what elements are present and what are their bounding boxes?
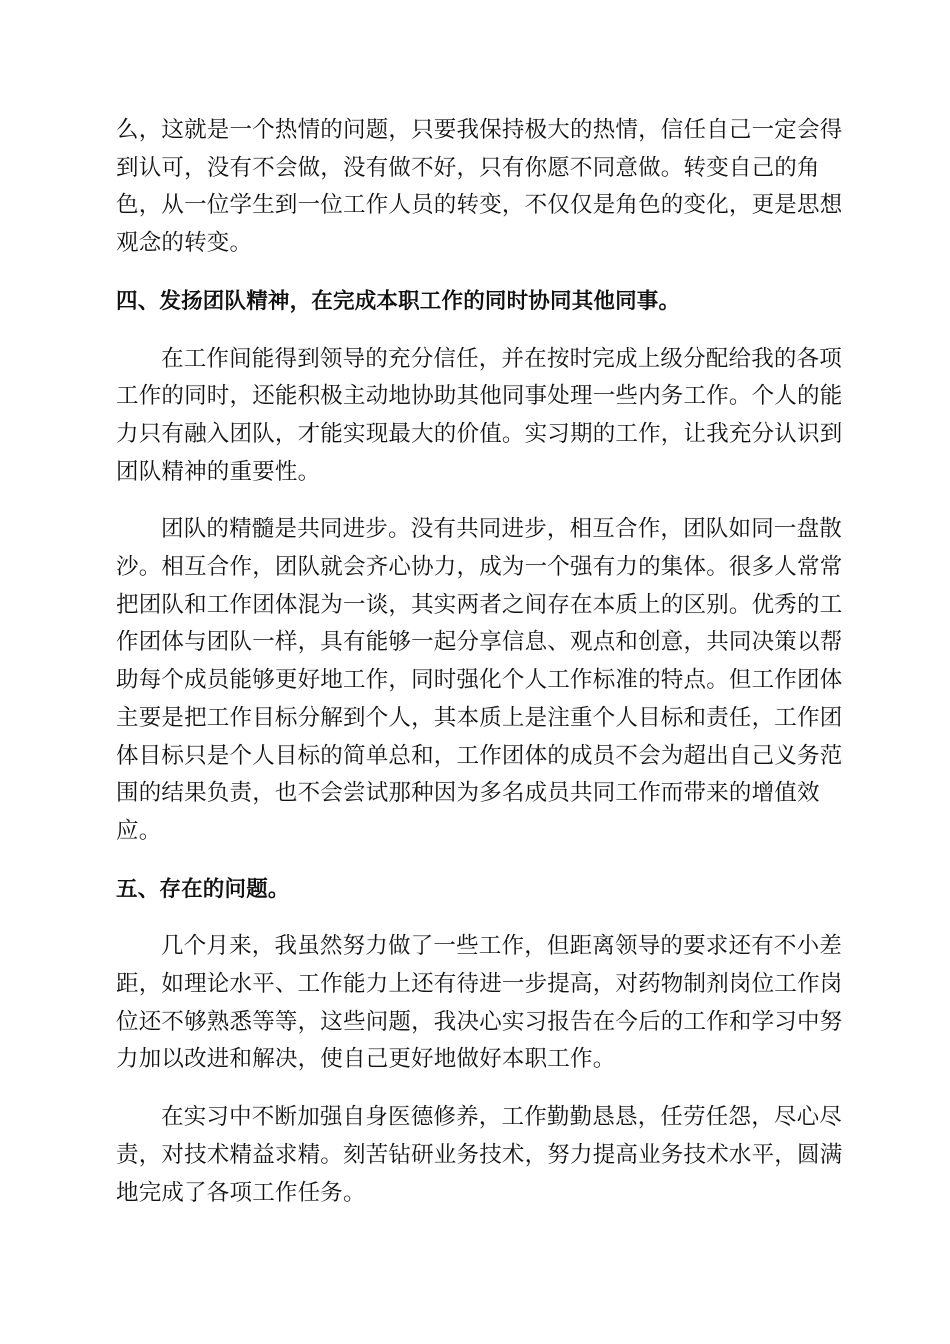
text-line: 地完成了各项工作任务。 bbox=[116, 1179, 366, 1206]
text-line: 团队的精髓是共同进步。没有共同进步，相互合作，团队如同一盘散 bbox=[161, 516, 843, 543]
text-line: 在实习中不断加强自身医德修养，工作勤勤恳恳，任劳任怨，尽心尽 bbox=[161, 1104, 843, 1131]
text-line: 责，对技术精益求精。刻苦钻研业务技术，努力提高业务技术水平，圆满 bbox=[116, 1141, 843, 1168]
paragraph-continued bbox=[116, 112, 843, 263]
section-heading-problems bbox=[116, 871, 834, 909]
paragraph-ethics bbox=[116, 1099, 843, 1212]
heading-text: 五、存在的问题。 bbox=[116, 876, 290, 902]
text-line: 应。 bbox=[116, 817, 162, 844]
paragraph-team-essence bbox=[116, 511, 843, 850]
text-line: 沙。相互合作，团队就会齐心协力，成为一个强有力的集体。很多人常常 bbox=[116, 554, 843, 581]
paragraph-team-trust bbox=[116, 341, 843, 492]
text-line: 作团体与团队一样，具有能够一起分享信息、观点和创意，共同决策以帮 bbox=[116, 629, 843, 656]
text-line: 观念的转变。 bbox=[116, 230, 253, 257]
section-heading-team-spirit bbox=[116, 283, 834, 321]
text-line: 距，如理论水平、工作能力上还有待进一步提高，对药物制剂岗位工作岗 bbox=[116, 971, 843, 998]
text-line: 把团队和工作团体混为一谈，其实两者之间存在本质上的区别。优秀的工 bbox=[116, 591, 843, 618]
text-line: 位还不够熟悉等等，这些问题，我决心实习报告在今后的工作和学习中努 bbox=[116, 1008, 843, 1035]
text-line: 几个月来，我虽然努力做了一些工作，但距离领导的要求还有不小差 bbox=[161, 933, 843, 960]
text-line: 到认可，没有不会做，没有做不好，只有你愿不同意做。转变自己的角 bbox=[116, 154, 820, 181]
text-line: 工作的同时，还能积极主动地协助其他同事处理一些内务工作。个人的能 bbox=[116, 383, 843, 410]
text-line: 体目标只是个人目标的简单总和，工作团体的成员不会为超出自己义务范 bbox=[116, 742, 843, 769]
text-line: 在工作间能得到领导的充分信任，并在按时完成上级分配给我的各项 bbox=[161, 345, 843, 372]
text-line: 围的结果负责，也不会尝试那种因为多名成员共同工作而带来的增值效 bbox=[116, 780, 820, 807]
text-line: 团队精神的重要性。 bbox=[116, 458, 321, 485]
text-line: 助每个成员能够更好地工作，同时强化个人工作标准的特点。但工作团体 bbox=[116, 667, 843, 694]
document-body bbox=[116, 112, 843, 1232]
paragraph-problems bbox=[116, 928, 843, 1079]
text-line: 色，从一位学生到一位工作人员的转变，不仅仅是角色的变化，更是思想 bbox=[116, 192, 843, 219]
text-line: 力只有融入团队，才能实现最大的价值。实习期的工作，让我充分认识到 bbox=[116, 420, 843, 447]
text-line: 力加以改进和解决，使自己更好地做好本职工作。 bbox=[116, 1046, 616, 1073]
heading-text: 四、发扬团队精神，在完成本职工作的同时协同其他同事。 bbox=[116, 288, 681, 314]
text-line: 主要是把工作目标分解到个人，其本质上是注重个人目标和责任，工作团 bbox=[116, 704, 843, 731]
text-line: 么，这就是一个热情的问题，只要我保持极大的热情，信任自己一定会得 bbox=[116, 117, 843, 143]
